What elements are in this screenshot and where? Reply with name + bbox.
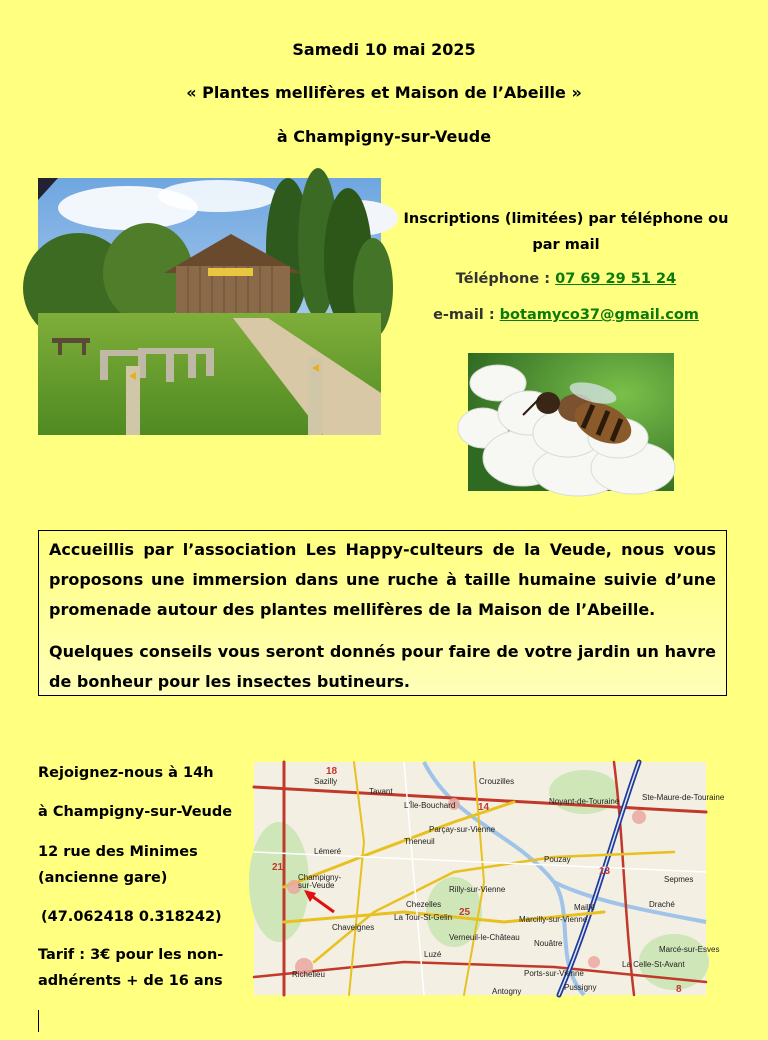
svg-text:Sepmes: Sepmes [664, 875, 694, 884]
svg-text:25: 25 [459, 907, 471, 918]
svg-text:13: 13 [599, 866, 611, 877]
svg-text:14: 14 [478, 802, 490, 813]
email-line [388, 307, 744, 323]
event-date: Samedi 10 mai 2025 [292, 40, 476, 59]
svg-text:Verneuil-le-Château: Verneuil-le-Château [449, 933, 520, 942]
svg-text:Draché: Draché [649, 900, 675, 909]
svg-text:La Tour-St-Gelin: La Tour-St-Gelin [394, 913, 453, 922]
maison-abeille-photo [38, 178, 381, 435]
svg-text:Maillé: Maillé [574, 903, 595, 912]
svg-text:18: 18 [326, 766, 338, 777]
svg-text:Pouzay: Pouzay [544, 855, 571, 864]
svg-text:Sazilly: Sazilly [314, 777, 338, 786]
svg-text:Champigny-: Champigny- [298, 873, 342, 882]
svg-text:Chezelles: Chezelles [406, 900, 442, 909]
svg-text:Antogny: Antogny [492, 987, 522, 996]
meeting-time: Rejoignez-nous à 14h [38, 765, 214, 781]
price-info: Tarif : 3€ pour les non-adhérents + de 16 ans [38, 947, 224, 989]
svg-text:sur-Veude: sur-Veude [298, 881, 335, 890]
svg-text:8: 8 [676, 984, 682, 995]
svg-text:Crouzilles: Crouzilles [479, 777, 515, 786]
svg-text:Noyant-de-Touraine: Noyant-de-Touraine [549, 797, 620, 806]
inscriptions-text: Inscriptions (limitées) par téléphone ou par mail [403, 211, 729, 253]
email-link[interactable]: botamyco37@gmail.com [499, 307, 699, 323]
svg-text:Theneuil: Theneuil [404, 837, 435, 846]
svg-text:La Celle-St-Avant: La Celle-St-Avant [622, 960, 685, 969]
event-title: « Plantes mellifères et Maison de l’Abeille » [186, 83, 582, 102]
meeting-address: 12 rue des Minimes (ancienne gare) [38, 844, 198, 886]
svg-text:Richelieu: Richelieu [292, 970, 325, 979]
svg-text:Chaveignes: Chaveignes [332, 923, 375, 932]
location-map [254, 762, 725, 996]
svg-text:Nouâtre: Nouâtre [534, 939, 563, 948]
phone-link[interactable]: 07 69 29 51 24 [555, 271, 677, 287]
phone-line [388, 271, 744, 287]
event-place: à Champigny-sur-Veude [276, 127, 492, 146]
svg-text:Ports-sur-Vienne: Ports-sur-Vienne [524, 969, 584, 978]
svg-text:Marcé-sur-Esves: Marcé-sur-Esves [659, 945, 720, 954]
svg-text:Rilly-sur-Vienne: Rilly-sur-Vienne [449, 885, 506, 894]
description-box [38, 530, 727, 696]
svg-text:L'Île-Bouchard: L'Île-Bouchard [404, 801, 456, 810]
svg-text:Marcilly-sur-Vienne: Marcilly-sur-Vienne [519, 915, 588, 924]
email-label: e-mail : [433, 307, 500, 323]
description-paragraph-2: Quelques conseils vous seront donnés pour faire de votre jardin un havre de bonheur pour les insectes butineurs. [49, 642, 716, 691]
svg-text:Tavant: Tavant [369, 787, 393, 796]
text-cursor [38, 1010, 39, 1032]
svg-text:21: 21 [272, 862, 284, 873]
svg-text:Lémeré: Lémeré [314, 847, 342, 856]
gps-coordinates: (47.062418 0.318242) [41, 909, 222, 925]
description-paragraph-1: Accueillis par l’association Les Happy-culteurs de la Veude, nous vous proposons une immersion dans une ruche à taille humaine suivie d’une promenade autour des plantes mellifères de la Maison de l’Abeille. [49, 540, 716, 619]
phone-label: Téléphone : [455, 271, 556, 287]
bee-photo [468, 353, 674, 491]
svg-text:Pussigny: Pussigny [564, 983, 597, 992]
meeting-town: à Champigny-sur-Veude [38, 804, 233, 820]
svg-text:Ste-Maure-de-Touraine: Ste-Maure-de-Touraine [642, 793, 725, 802]
svg-text:Luzé: Luzé [424, 950, 442, 959]
svg-text:Parçay-sur-Vienne: Parçay-sur-Vienne [429, 825, 496, 834]
